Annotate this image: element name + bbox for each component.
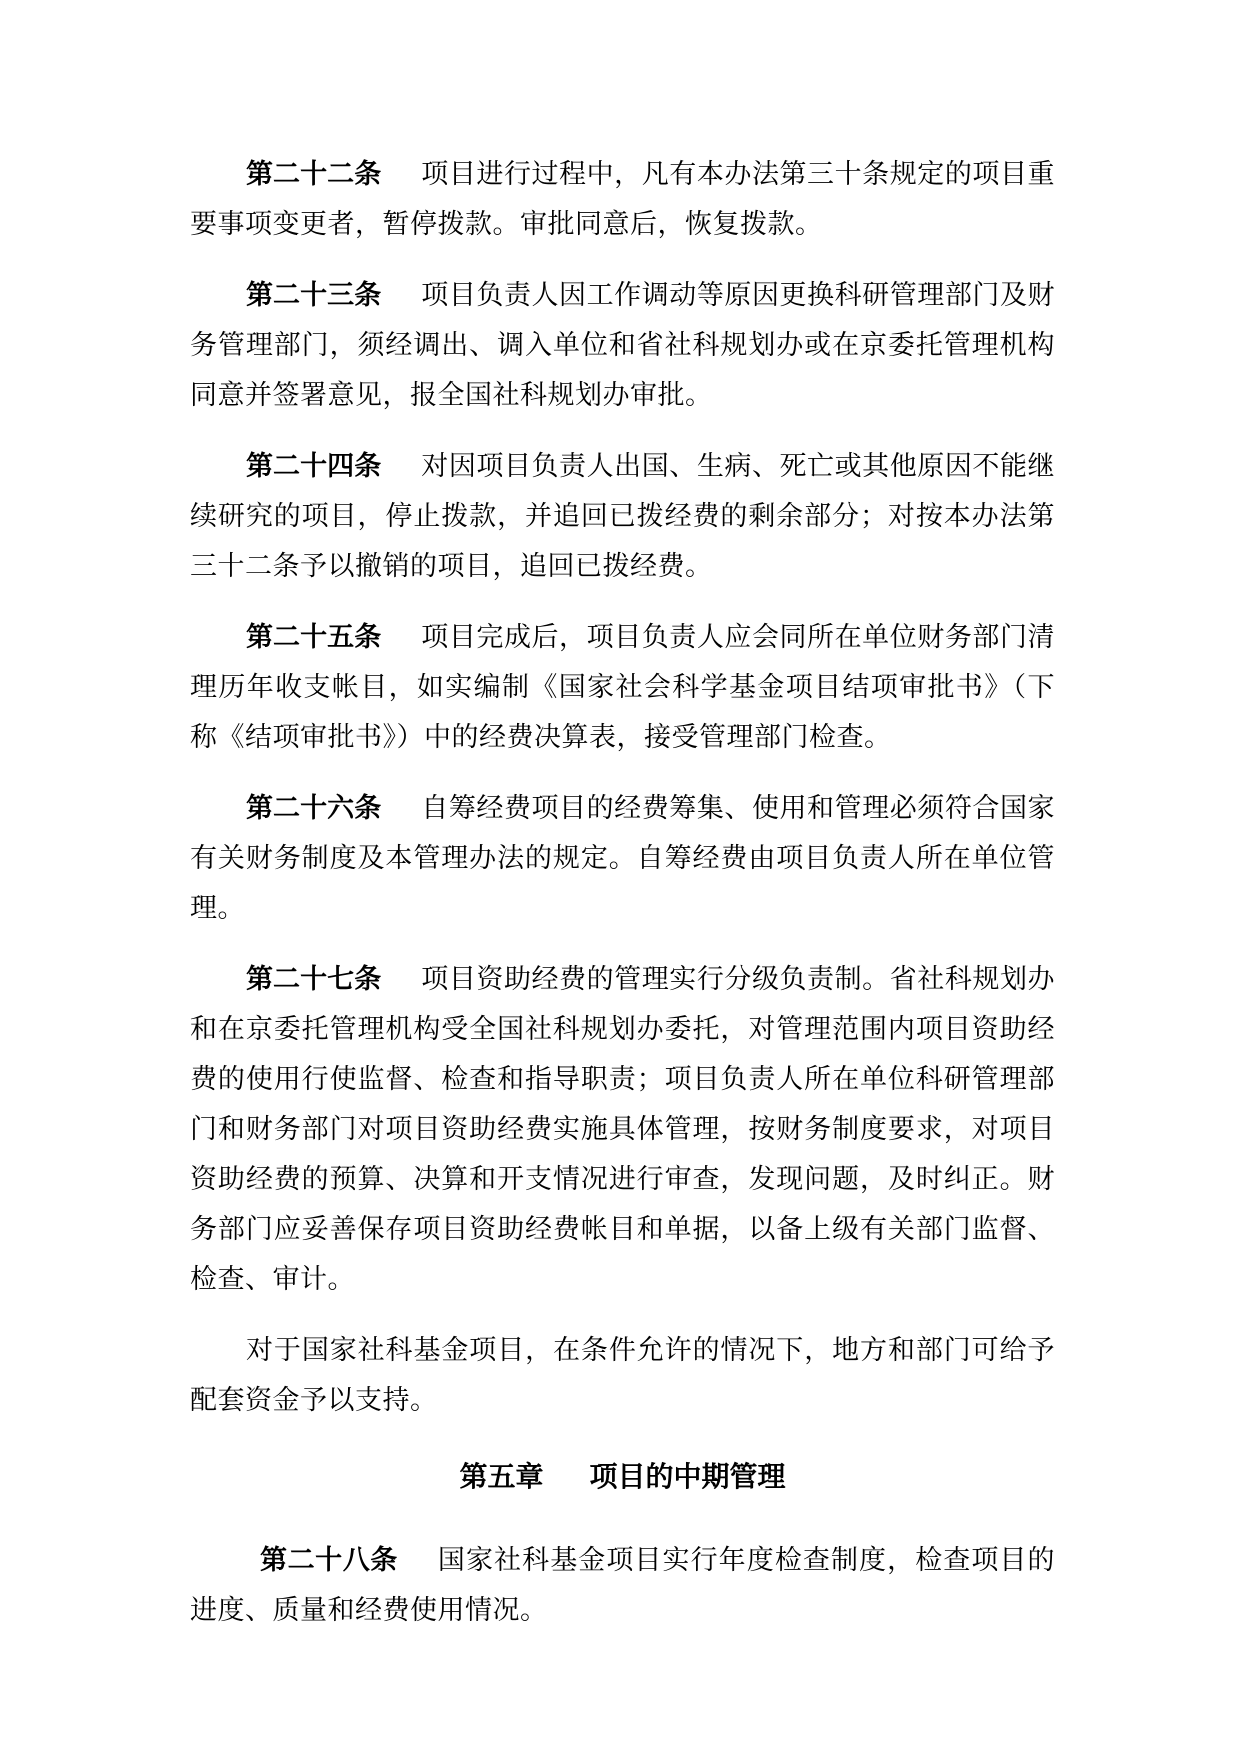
chapter-heading bbox=[190, 1452, 1055, 1502]
article-label: 第二十二条 bbox=[246, 159, 382, 190]
article-label: 第二十五条 bbox=[246, 622, 382, 653]
chapter-title: 项目的中期管理 bbox=[589, 1460, 786, 1493]
article-label: 第二十三条 bbox=[246, 280, 382, 311]
article-text: 项目完成后，项目负责人应会同所在单位财务部门清理历年收支帐目，如实编制《国家社会科学基金项目结项审批书》（下称《结项审批书》）中的经费决算表，接受管理部门检查。 bbox=[190, 622, 1056, 753]
article-text: 国家社科基金项目实行年度检查制度，检查项目的进度、质量和经费使用情况。 bbox=[190, 1545, 1056, 1626]
article-text: 自筹经费项目的经费筹集、使用和管理必须符合国家有关财务制度及本管理办法的规定。自筹经费由项目负责人所在单位管理。 bbox=[190, 793, 1056, 924]
article-26 bbox=[190, 784, 1055, 934]
article-label: 第二十四条 bbox=[246, 451, 382, 482]
article-23 bbox=[190, 271, 1055, 421]
document-page bbox=[190, 150, 1055, 1657]
plain-paragraph: 对于国家社科基金项目，在条件允许的情况下，地方和部门可给予配套资金予以支持。 bbox=[190, 1335, 1055, 1416]
chapter-number: 第五章 bbox=[459, 1460, 544, 1493]
article-label: 第二十七条 bbox=[246, 964, 382, 995]
article-text: 项目负责人因工作调动等原因更换科研管理部门及财务管理部门，须经调出、调入单位和省社科规划办或在京委托管理机构同意并签署意见，报全国社科规划办审批。 bbox=[190, 280, 1056, 411]
article-label: 第二十八条 bbox=[260, 1545, 398, 1576]
article-text: 项目进行过程中，凡有本办法第三十条规定的项目重要事项变更者，暂停拨款。审批同意后，恢复拨款。 bbox=[190, 159, 1056, 240]
article-24 bbox=[190, 442, 1055, 592]
article-text: 项目资助经费的管理实行分级负责制。省社科规划办和在京委托管理机构受全国社科规划办委托，对管理范围内项目资助经费的使用行使监督、检查和指导职责；项目负责人所在单位科研管理部门和财务部门对项目资助经费实施具体管理，按财务制度要求，对项目资助经费的预算、决算和开支情况进行审查，发现问题，及时纠正。财务部门应妥善保存项目资助经费帐目和单据，以备上级有关部门监督、检查、审计。 bbox=[190, 964, 1056, 1295]
article-label: 第二十六条 bbox=[246, 793, 382, 824]
article-27 bbox=[190, 955, 1055, 1305]
article-28 bbox=[190, 1536, 1055, 1636]
article-22 bbox=[190, 150, 1055, 250]
article-25 bbox=[190, 613, 1055, 763]
article-text: 对因项目负责人出国、生病、死亡或其他原因不能继续研究的项目，停止拨款，并追回已拨经费的剩余部分；对按本办法第三十二条予以撤销的项目，追回已拨经费。 bbox=[190, 451, 1056, 582]
